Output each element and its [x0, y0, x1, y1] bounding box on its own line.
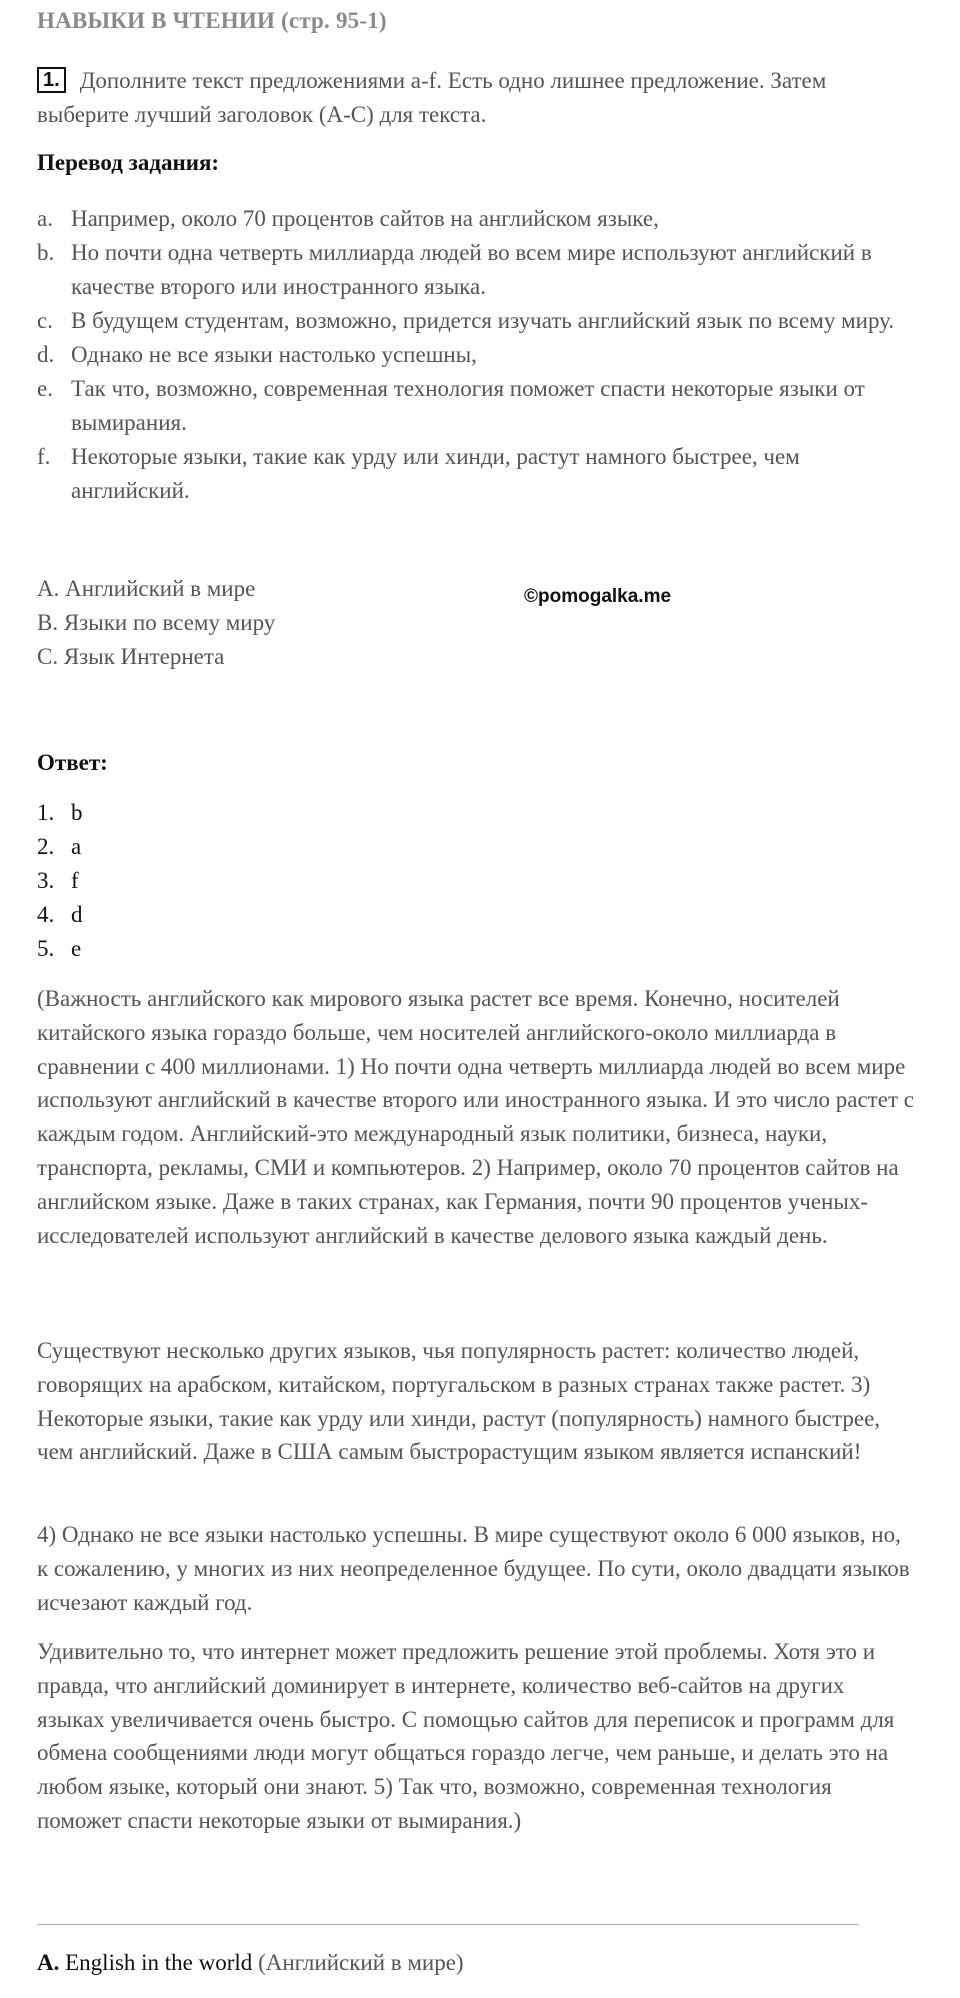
watermark: ©pomogalka.me	[524, 586, 672, 607]
option-item	[37, 440, 917, 508]
final-answer-russian: (Английский в мире)	[258, 1950, 464, 1975]
option-marker: c.	[37, 308, 53, 333]
answer-value: a	[71, 834, 82, 859]
title-options-list	[37, 572, 275, 674]
option-text: Например, около 70 процентов сайтов на английском языке,	[71, 206, 659, 231]
option-text: Однако не все языки настолько успешны,	[71, 342, 477, 367]
option-item	[37, 236, 917, 304]
option-text: Но почти одна четверть миллиарда людей во всем мире используют английский в качестве второго или иностранного языка.	[71, 240, 872, 299]
answer-value: e	[71, 936, 82, 961]
title-option: B. Языки по всему миру	[37, 610, 276, 635]
title-option: C. Язык Интернета	[37, 644, 225, 669]
option-marker: f.	[37, 444, 51, 469]
option-text: Так что, возможно, современная технология поможет спасти некоторые языки от вымирания.	[71, 376, 865, 435]
option-item	[37, 304, 917, 338]
text-paragraph: 4) Однако не все языки настолько успешны. В мире существуют около 6 000 языков, но, к сожалению, у многих из них неопределенное будущее. По сути, около двадцати языков исчезают каждый год.	[37, 1522, 910, 1615]
text-paragraph: Удивительно то, что интернет может предложить решение этой проблемы. Хотя это и правда, что английский доминирует в интернете, количество веб-сайтов на других языках увеличивается очень быстро. С помощью сайтов для переписок и программ для обмена сообщениями люди могут общаться гораздо легче, чем раньше, и делать это на любом языке, который они знают. 5) Так что, возможно, современная технология поможет спасти некоторые языки от вымирания.)	[37, 1639, 895, 1833]
answer-value: f	[71, 868, 79, 893]
answer-item	[37, 830, 83, 864]
answer-item	[37, 898, 83, 932]
title-option: A. Английский в мире	[37, 576, 256, 601]
answer-item	[37, 864, 83, 898]
task-text: Дополните текст предложениями a-f. Есть одно лишнее предложение. Затем выберите лучший заголовок (A-C) для текста.	[37, 68, 827, 127]
text-paragraph: (Важность английского как мирового языка растет все время. Конечно, носителей китайского языка гораздо больше, чем носителей английского-около миллиарда в сравнении с 400 миллионами. 1) Но почти одна четверть миллиарда людей во всем мире используют английский в качестве второго или иностранного языка. И это число растет с каждым годом. Английский-это международный язык политики, бизнеса, науки, транспорта, рекламы, СМИ и компьютеров. 2) Например, около 70 процентов сайтов на английском языке. Даже в таких странах, как Германия, почти 90 процентов ученых-исследователей используют английский в качестве делового языка каждый день.	[37, 986, 914, 1248]
answer-number: 5.	[37, 936, 55, 961]
final-answer	[37, 1950, 464, 1976]
final-answer-english: English in the world	[65, 1950, 253, 1975]
page-title: НАВЫКИ В ЧТЕНИИ (стр. 95-1)	[37, 8, 387, 33]
task-instruction	[37, 64, 917, 132]
answer-value: b	[71, 800, 83, 825]
option-marker: b.	[37, 240, 55, 265]
text-paragraph: Существуют несколько других языков, чья популярность растет: количество людей, говорящих на арабском, китайском, португальском в разных странах также растет. 3) Некоторые языки, такие как урду или хинди, растут (популярность) намного быстрее, чем английский. Даже в США самым быстрорастущим языком является испанский!	[37, 1338, 881, 1465]
answer-number: 3.	[37, 868, 55, 893]
translation-heading: Перевод задания:	[37, 150, 220, 175]
answer-number: 1.	[37, 800, 55, 825]
option-item	[37, 202, 917, 236]
answer-heading: Ответ:	[37, 750, 108, 775]
divider	[37, 1924, 859, 1925]
option-marker: a.	[37, 206, 53, 231]
option-item	[37, 338, 917, 372]
option-text: В будущем студентам, возможно, придется изучать английский язык по всему миру.	[71, 308, 895, 333]
answers-list	[37, 796, 83, 966]
option-marker: e.	[37, 376, 53, 401]
final-answer-letter: A.	[37, 1950, 60, 1975]
answer-value: d	[71, 902, 83, 927]
answer-number: 4.	[37, 902, 55, 927]
option-marker: d.	[37, 342, 55, 367]
option-item	[37, 372, 917, 440]
answer-number: 2.	[37, 834, 55, 859]
task-number-box: 1.	[37, 67, 66, 93]
sentence-options-list	[37, 202, 917, 508]
answer-item	[37, 796, 83, 830]
answer-item	[37, 932, 83, 966]
option-text: Некоторые языки, такие как урду или хинди, растут намного быстрее, чем английский.	[71, 444, 800, 503]
